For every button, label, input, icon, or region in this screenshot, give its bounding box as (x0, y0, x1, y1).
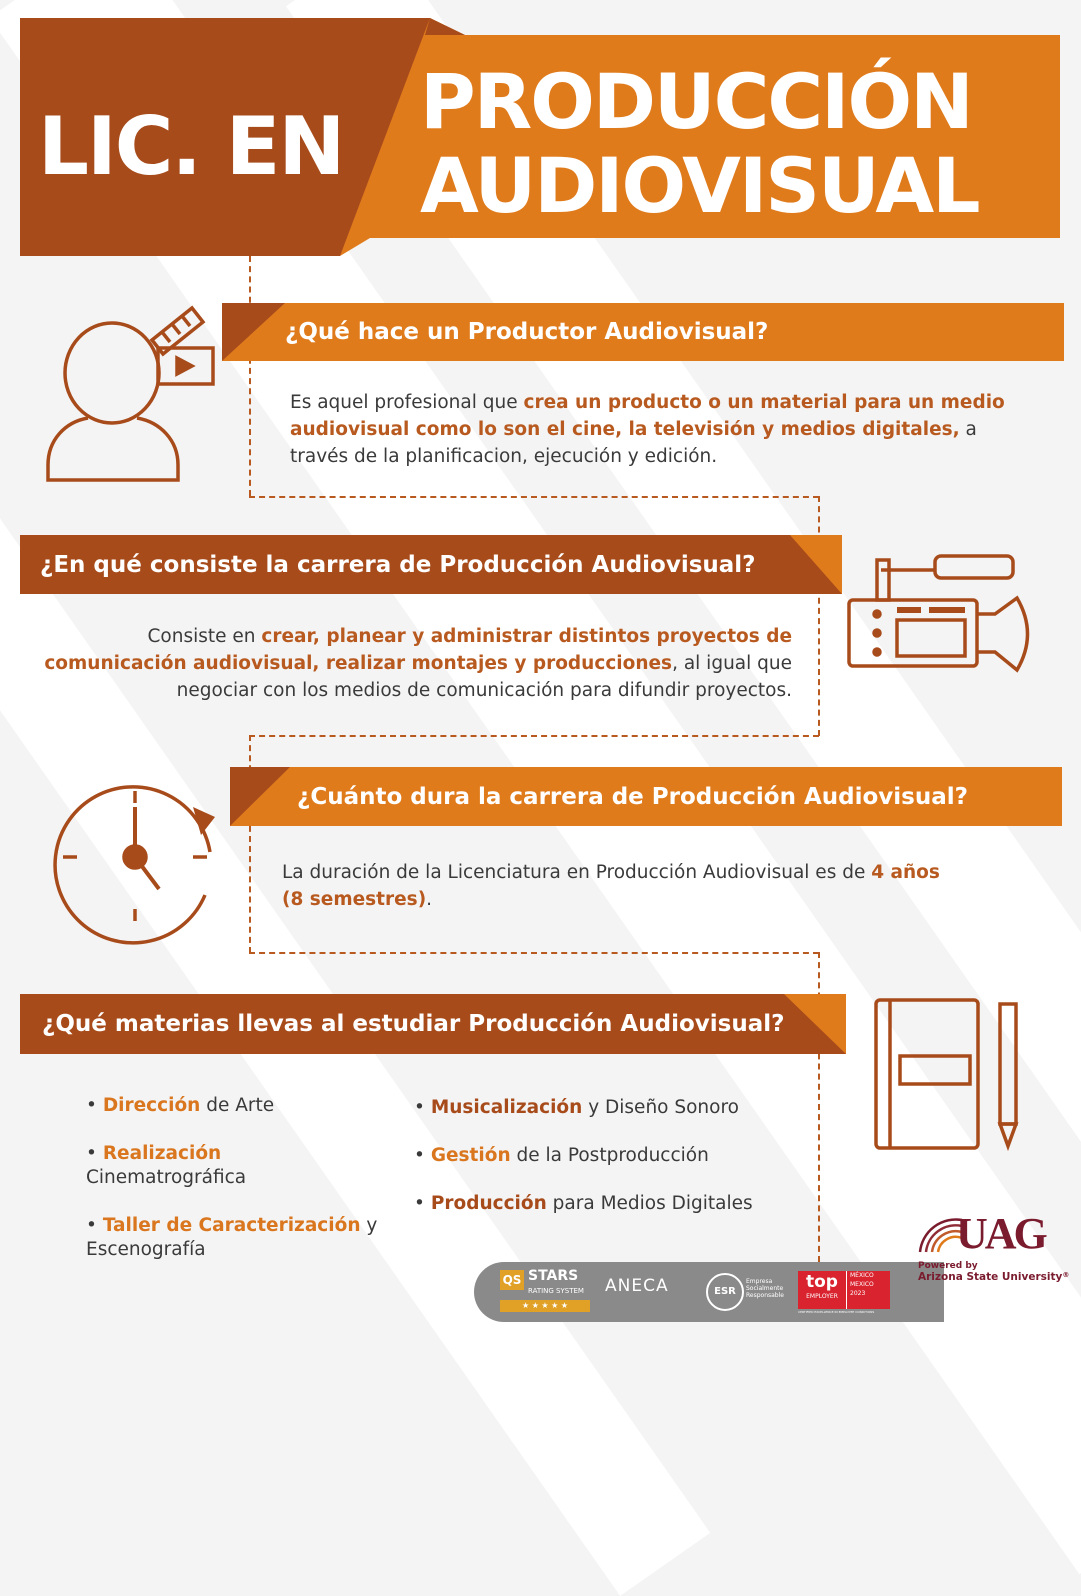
list-item (414, 1096, 814, 1120)
body-highlight: crear, planear y administrar distintos proyectos de comunicación audiovisual, realizar montajes y producciones (44, 626, 792, 674)
uag-logo: UAG (956, 1209, 1045, 1258)
subject-bold: Realización (102, 1143, 222, 1164)
stars-title: STARS (528, 1268, 579, 1284)
video-camera-icon (845, 552, 1035, 672)
list-item (414, 1144, 814, 1168)
top-employer-country (846, 1271, 890, 1309)
bullet: • (414, 1193, 425, 1214)
body-text: . (426, 889, 433, 910)
bullet: • (86, 1143, 97, 1164)
body-text: Es aquel profesional que (290, 392, 524, 413)
subject-rest: para Medios Digitales (546, 1193, 753, 1214)
country: MEXICO (850, 1281, 874, 1288)
aneca-logo: ANECA (605, 1276, 669, 1296)
section3-title: ¿Cuánto dura la carrera de Producción Audiovisual? (297, 783, 968, 810)
body-text: La duración de la Licenciatura en Producción Audiovisual es de (282, 862, 872, 883)
body-highlight: crea un producto o un material para un medio audiovisual como lo son el cine, la televisión y medios digitales, (290, 392, 1005, 440)
section1-title: ¿Qué hace un Productor Audiovisual? (285, 319, 769, 345)
partner-name: Arizona State University (918, 1271, 1063, 1283)
subject-bold: Musicalización (430, 1097, 583, 1118)
subject-rest: Cinematrográfica (86, 1167, 247, 1188)
subject-rest: de la Postproducción (510, 1145, 709, 1166)
body-text: Consiste en (147, 626, 262, 647)
notebook-pencil-icon (872, 998, 1032, 1158)
header-right-line2: AUDIOVISUAL (420, 141, 979, 230)
body-text: , al igual que negociar con los medios de comunicación para difundir proyectos. (176, 653, 792, 701)
clock-icon (55, 777, 225, 937)
section4-title: ¿Qué materias llevas al estudiar Producción Audiovisual? (42, 1011, 785, 1037)
top-employer-logo (798, 1271, 846, 1309)
list-item (86, 1214, 396, 1262)
subject-rest: y Escenografía (86, 1215, 378, 1260)
list-item (86, 1094, 406, 1118)
subject-bold: Gestión (430, 1145, 511, 1166)
bullet: • (86, 1095, 97, 1116)
list-item (86, 1142, 286, 1190)
year: 2023 (850, 1290, 866, 1297)
body-highlight: 4 años (8 semestres) (282, 862, 940, 910)
esr-text: Empresa Socialmente Responsable (746, 1278, 784, 1299)
country: MÉXICO (850, 1272, 874, 1279)
list-item (414, 1192, 814, 1216)
subject-bold: Dirección (102, 1095, 201, 1116)
top-text: top (806, 1272, 838, 1292)
subject-bold: Taller de Caracterización (102, 1215, 361, 1236)
subject-rest: y Diseño Sonoro (582, 1097, 739, 1118)
stars-rating: ★ ★ ★ ★ ★ (500, 1300, 590, 1312)
registered-mark: ® (1062, 1271, 1070, 1279)
header-left-title: LIC. EN (38, 100, 344, 193)
employer-text: EMPLOYER (806, 1293, 838, 1300)
esr-logo: ESR (706, 1273, 744, 1311)
section1-body (290, 389, 1030, 470)
bullet: • (414, 1097, 425, 1118)
section3-body (282, 859, 942, 913)
body-text: a través de la planificacion, ejecución y edición. (290, 419, 977, 467)
subject-bold: Producción (430, 1193, 547, 1214)
certified-text: CERTIFIED EXCELLENCE IN EMPLOYEE CONDITIONS (798, 1310, 875, 1314)
powered-by: Powered by (918, 1261, 978, 1271)
stars-subtitle: RATING SYSTEM (528, 1287, 584, 1295)
header-right-line1: PRODUCCIÓN (420, 57, 972, 146)
section2-title: ¿En qué consiste la carrera de Producción Audiovisual? (40, 551, 756, 578)
person-clapperboard-icon (40, 300, 230, 490)
asu-partner (918, 1271, 1069, 1283)
bullet: • (414, 1145, 425, 1166)
subject-rest: de Arte (200, 1095, 275, 1116)
qs-logo: QS (500, 1270, 524, 1290)
section2-body (40, 623, 792, 704)
bullet: • (86, 1215, 97, 1236)
